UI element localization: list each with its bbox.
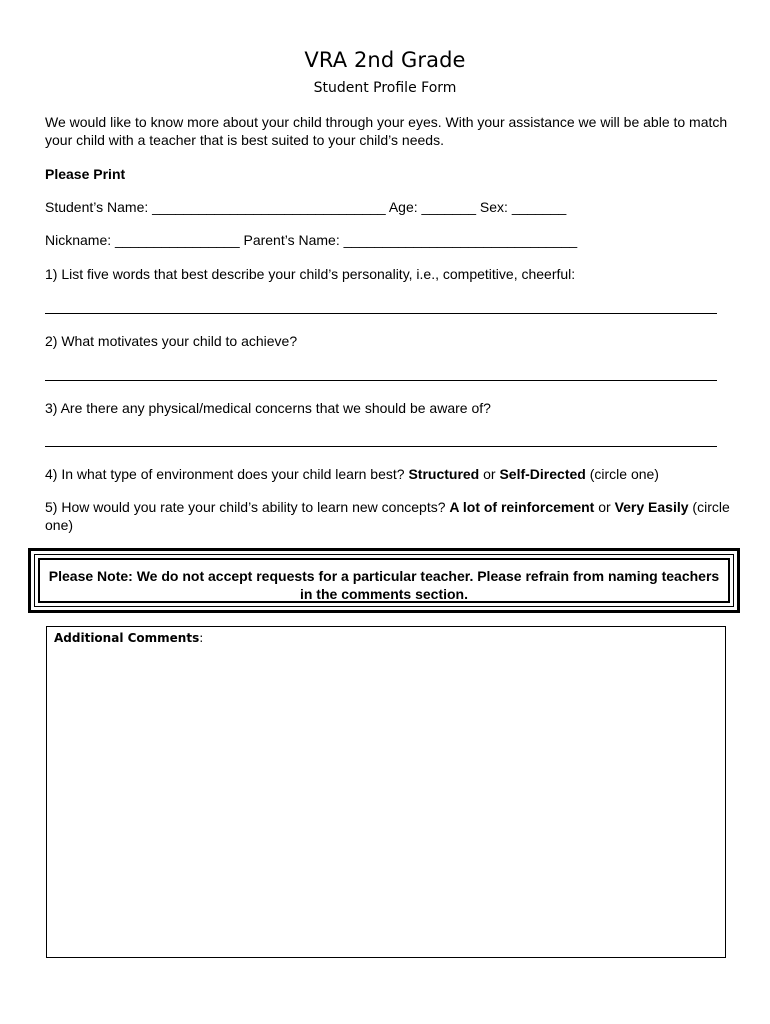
note-text: Please Note: We do not accept requests for a particular teacher. Please refrain from naming teachers in the comments section. — [48, 568, 720, 602]
question-4-prefix: 4) In what type of environment does your child learn best? — [45, 466, 409, 482]
question-5-prefix: 5) How would you rate your child’s ability to learn new concepts? — [45, 499, 450, 515]
option-self-directed[interactable]: Self-Directed — [499, 466, 586, 482]
form-subtitle: Student Profile Form — [313, 80, 457, 96]
note-box — [28, 548, 740, 613]
option-structured[interactable]: Structured — [408, 466, 480, 482]
additional-comments-label-text: Additional Comments — [54, 631, 200, 645]
question-4 — [45, 465, 659, 483]
question-4-suffix: (circle one) — [585, 466, 659, 482]
question-2: 2) What motivates your child to achieve? — [45, 333, 298, 349]
question-4-or: or — [479, 466, 500, 482]
note-box-inner-border — [38, 558, 730, 603]
option-very-easily[interactable]: Very Easily — [614, 499, 689, 515]
answer-line-1[interactable] — [45, 313, 717, 314]
question-5-suffix: (circle one) — [45, 499, 730, 533]
note-box-mid-border — [34, 554, 734, 607]
student-name-age-sex-row[interactable]: Student’s Name: ______________________________ Age: _______ Sex: _______ — [45, 199, 567, 215]
question-5 — [45, 498, 735, 534]
please-print-label: Please Print — [45, 166, 126, 182]
additional-comments-colon: : — [199, 631, 204, 645]
option-lot-of-reinforcement[interactable]: A lot of reinforcement — [449, 499, 595, 515]
nickname-parent-name-row[interactable]: Nickname: ________________ Parent’s Name: ______________________________ — [45, 232, 578, 248]
form-title: VRA 2nd Grade — [304, 48, 466, 72]
question-1: 1) List five words that best describe your child’s personality, i.e., competitive, cheerful: — [45, 266, 576, 282]
answer-line-2[interactable] — [45, 380, 717, 381]
question-5-or: or — [594, 499, 615, 515]
answer-line-3[interactable] — [45, 446, 717, 447]
intro-paragraph: We would like to know more about your child through your eyes. With your assistance we will be able to match your child with a teacher that is best suited to your child’s needs. — [45, 114, 728, 148]
additional-comments-label — [54, 631, 203, 645]
question-3: 3) Are there any physical/medical concerns that we should be aware of? — [45, 400, 491, 416]
additional-comments-box[interactable] — [46, 626, 726, 958]
